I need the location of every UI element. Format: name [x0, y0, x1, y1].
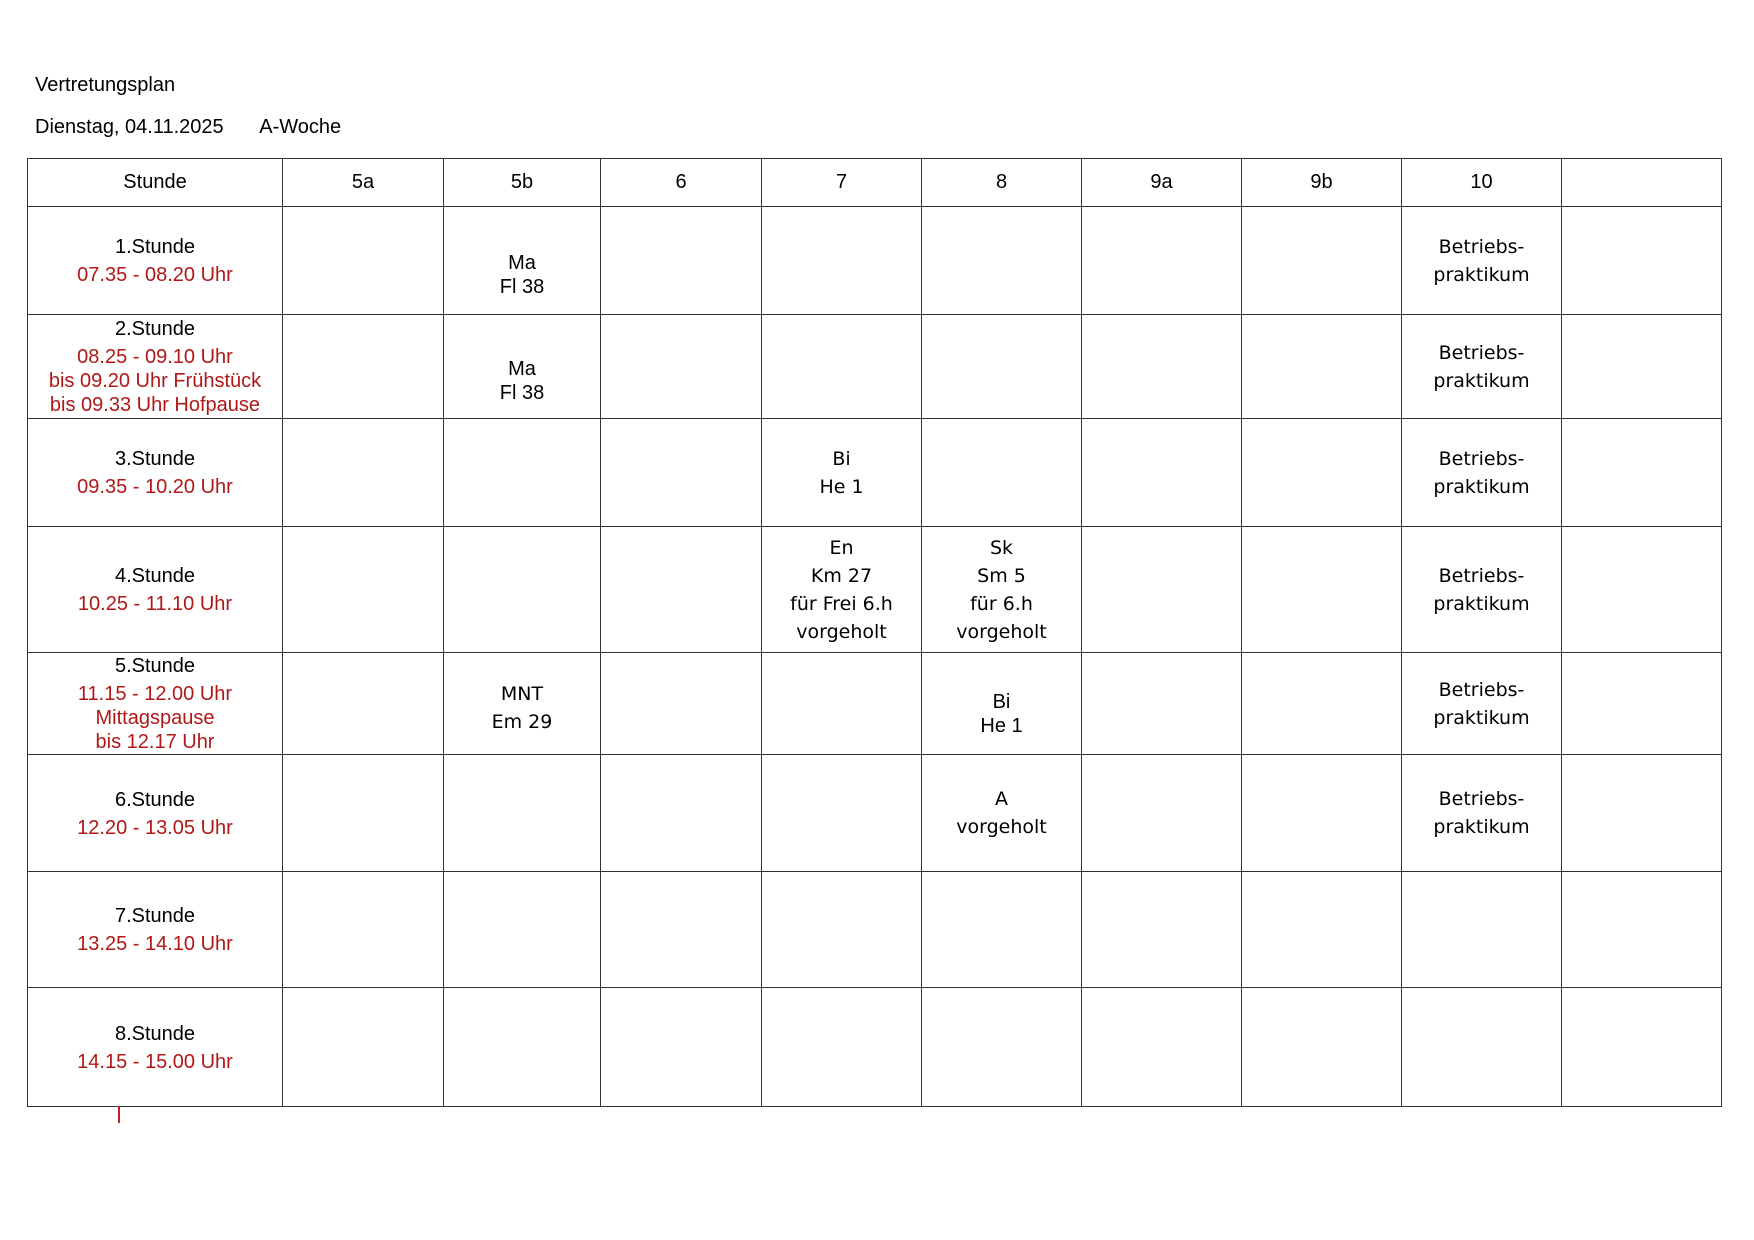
cell-text: Bi [832, 447, 851, 470]
column-header-9a: 9a [1082, 159, 1242, 207]
table-row [28, 419, 1722, 527]
table-cell-6 [601, 315, 762, 419]
table-cell-10 [1402, 653, 1562, 755]
table-cell-7 [762, 872, 922, 988]
table-cell-6 [601, 207, 762, 315]
period-cell [28, 653, 283, 755]
period-cell [28, 315, 283, 419]
table-cell-5a [283, 653, 444, 755]
table-cell-10 [1402, 872, 1562, 988]
table-cell-5b [444, 207, 601, 315]
table-cell-9b [1242, 872, 1402, 988]
cell-text: Km 27 [810, 564, 873, 587]
table-cell-7 [762, 315, 922, 419]
table-cell-6 [601, 527, 762, 653]
period-name: 4.Stunde [114, 565, 196, 587]
cell-text: Fl 38 [499, 381, 545, 404]
cell-text: He 1 [980, 714, 1023, 737]
cell-text: A [995, 788, 1008, 810]
cell-text: praktikum [1433, 592, 1530, 615]
column-header-10: 10 [1402, 159, 1562, 207]
table-cell-9a [1082, 653, 1242, 755]
table-cell-9b [1242, 653, 1402, 755]
table-cell-9a [1082, 419, 1242, 527]
table-cell-6 [601, 653, 762, 755]
table-cell-9a [1082, 207, 1242, 315]
table-cell-5b [444, 755, 601, 872]
cell-text: Betriebs- [1438, 341, 1525, 364]
header-row [28, 159, 1722, 207]
cell-text: Sm 5 [977, 564, 1026, 587]
table-row [28, 207, 1722, 315]
week-label: A-Woche [259, 116, 342, 138]
table-cell-5a [283, 315, 444, 419]
table-cell-10 [1402, 315, 1562, 419]
table-cell-empty-col [1562, 872, 1722, 988]
period-time: 07.35 - 08.20 Uhr [77, 264, 233, 286]
period-time: 09.35 - 10.20 Uhr [77, 476, 233, 498]
table-cell-5a [283, 988, 444, 1107]
table-row [28, 315, 1722, 419]
table-cell-10 [1402, 527, 1562, 653]
period-name: 3.Stunde [114, 448, 196, 470]
page-subtitle [35, 116, 341, 139]
table-cell-5b [444, 653, 601, 755]
table-cell-5b [444, 872, 601, 988]
period-cell [28, 988, 283, 1107]
cell-text: vorgeholt [956, 816, 1047, 838]
table-cell-9b [1242, 755, 1402, 872]
table-cell-9a [1082, 872, 1242, 988]
cell-text: praktikum [1433, 706, 1530, 729]
table-cell-empty-col [1562, 207, 1722, 315]
table-cell-10 [1402, 755, 1562, 872]
cell-text: Bi [992, 690, 1011, 713]
table-cell-8 [922, 988, 1082, 1107]
column-header-5a: 5a [283, 159, 444, 207]
table-cell-9a [1082, 755, 1242, 872]
table-cell-9b [1242, 527, 1402, 653]
red-text-cursor-mark [118, 1106, 120, 1123]
table-cell-5b [444, 419, 601, 527]
cell-text: Betriebs- [1438, 447, 1525, 470]
period-cell [28, 207, 283, 315]
period-name: 5.Stunde [114, 655, 196, 677]
period-name: 6.Stunde [114, 788, 196, 811]
table-cell-empty-col [1562, 315, 1722, 419]
table-cell-10 [1402, 207, 1562, 315]
table-row [28, 527, 1722, 653]
period-note: bis 09.20 Uhr Frühstück [48, 370, 262, 392]
cell-text: En [829, 536, 854, 559]
table-cell-9b [1242, 315, 1402, 419]
column-header-9b: 9b [1242, 159, 1402, 207]
table-cell-9b [1242, 207, 1402, 315]
table-row [28, 872, 1722, 988]
cell-text: vorgeholt [956, 620, 1047, 643]
table-cell-8 [922, 872, 1082, 988]
table-cell-9a [1082, 527, 1242, 653]
table-cell-empty-col [1562, 419, 1722, 527]
table-cell-5a [283, 207, 444, 315]
period-time: 11.15 - 12.00 Uhr [77, 683, 233, 705]
column-header-6: 6 [601, 159, 762, 207]
table-cell-8 [922, 653, 1082, 755]
table-cell-7 [762, 755, 922, 872]
cell-text: praktikum [1433, 816, 1530, 838]
column-header-5b: 5b [444, 159, 601, 207]
cell-text: praktikum [1433, 263, 1530, 286]
period-note: bis 12.17 Uhr [95, 731, 215, 753]
date-label: Dienstag, 04.11.2025 [35, 116, 224, 138]
cell-text: Betriebs- [1438, 235, 1525, 258]
table-cell-empty-col [1562, 653, 1722, 755]
table-cell-9a [1082, 315, 1242, 419]
column-header-empty [1562, 159, 1722, 207]
cell-text: MNT [500, 682, 544, 705]
table-cell-5b [444, 988, 601, 1107]
table-cell-8 [922, 315, 1082, 419]
table-cell-5a [283, 872, 444, 988]
column-header-8: 8 [922, 159, 1082, 207]
table-cell-7 [762, 988, 922, 1107]
table-cell-7 [762, 653, 922, 755]
table-cell-9a [1082, 988, 1242, 1107]
period-note: Mittagspause [95, 707, 215, 729]
table-cell-5a [283, 755, 444, 872]
table-cell-10 [1402, 988, 1562, 1107]
table-cell-empty-col [1562, 988, 1722, 1107]
cell-text: praktikum [1433, 475, 1530, 498]
cell-text: vorgeholt [796, 620, 887, 643]
column-header-stunde: Stunde [28, 159, 283, 207]
table-row [28, 653, 1722, 755]
table-cell-9b [1242, 988, 1402, 1107]
table-cell-5a [283, 527, 444, 653]
table-cell-6 [601, 872, 762, 988]
table-cell-5b [444, 315, 601, 419]
cell-text: Fl 38 [499, 275, 545, 298]
table-cell-7 [762, 527, 922, 653]
cell-text: für 6.h [970, 592, 1033, 615]
table-cell-10 [1402, 419, 1562, 527]
period-cell [28, 755, 283, 872]
period-name: 2.Stunde [114, 318, 196, 340]
table-cell-6 [601, 419, 762, 527]
cell-text: Ma [508, 251, 536, 274]
period-time: 13.25 - 14.10 Uhr [77, 933, 233, 955]
period-time: 12.20 - 13.05 Uhr [77, 816, 233, 839]
period-name: 7.Stunde [114, 905, 196, 927]
table-cell-8 [922, 755, 1082, 872]
column-header-7: 7 [762, 159, 922, 207]
period-time: 10.25 - 11.10 Uhr [77, 593, 233, 615]
period-name: 1.Stunde [114, 236, 196, 258]
period-name: 8.Stunde [114, 1022, 196, 1045]
cell-text: He 1 [819, 475, 864, 498]
table-cell-8 [922, 207, 1082, 315]
cell-text: Sk [989, 536, 1014, 559]
table-cell-5a [283, 419, 444, 527]
cell-text: Betriebs- [1438, 564, 1525, 587]
table-cell-empty-col [1562, 755, 1722, 872]
table-cell-empty-col [1562, 527, 1722, 653]
cell-text: für Frei 6.h [790, 592, 893, 615]
period-time: 14.15 - 15.00 Uhr [77, 1050, 233, 1073]
table-cell-6 [601, 755, 762, 872]
cell-text: Betriebs- [1438, 678, 1525, 701]
cell-text: Betriebs- [1438, 788, 1525, 810]
period-cell [28, 527, 283, 653]
substitution-table [27, 158, 1722, 1107]
period-cell [28, 872, 283, 988]
period-time: 08.25 - 09.10 Uhr [77, 346, 233, 368]
cell-text: Ma [508, 357, 536, 380]
table-cell-7 [762, 419, 922, 527]
cell-text: praktikum [1433, 369, 1530, 392]
cell-text: Em 29 [491, 710, 553, 733]
table-cell-5b [444, 527, 601, 653]
page-title: Vertretungsplan [35, 74, 176, 96]
table-row [28, 988, 1722, 1107]
table-cell-6 [601, 988, 762, 1107]
table-cell-8 [922, 527, 1082, 653]
table-cell-8 [922, 419, 1082, 527]
table-cell-9b [1242, 419, 1402, 527]
table-cell-7 [762, 207, 922, 315]
period-note: bis 09.33 Uhr Hofpause [49, 394, 261, 416]
period-cell [28, 419, 283, 527]
table-row [28, 755, 1722, 872]
